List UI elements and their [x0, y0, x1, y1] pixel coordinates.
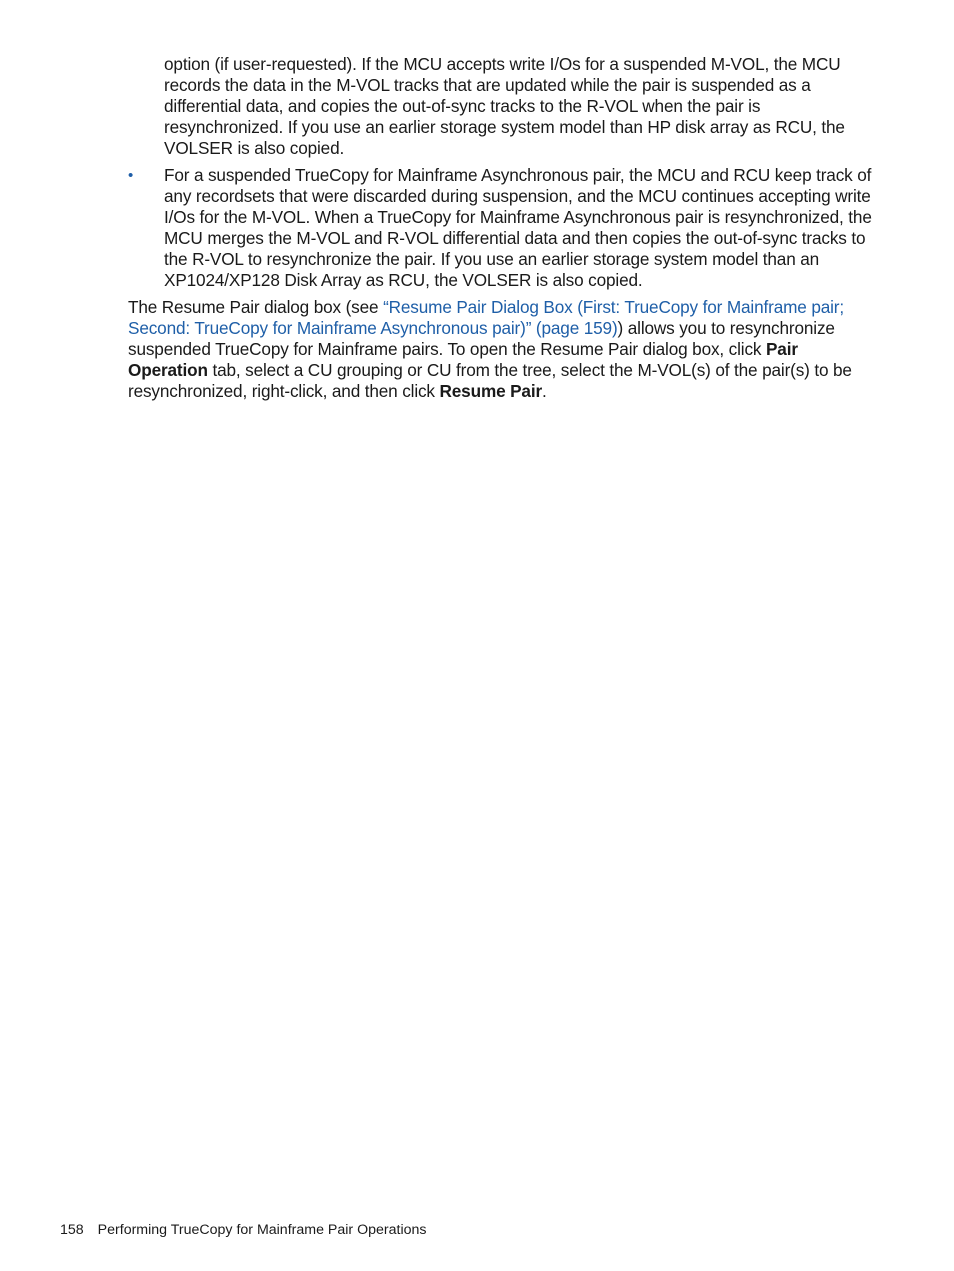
paragraph-text-1: The Resume Pair dialog box (see: [128, 297, 384, 317]
document-body: [128, 54, 873, 402]
page-number: 158: [60, 1222, 84, 1238]
resume-pair-dialog-link[interactable]: “Resume Pair Dialog Box (First: TrueCopy for Mainframe pair; Second: TrueCopy for Mainframe Asynchronous pair)” (page 159): [128, 297, 844, 338]
list-item-text: For a suspended TrueCopy for Mainframe Asynchronous pair, the MCU and RCU keep track of any recordsets that were discarded during suspension, and the MCU continues accepting write I/Os for the M-VOL. When a TrueCopy for Mainframe Asynchronous pair is resynchronized, the MCU merges the M-VOL and R-VOL differential data and then copies the out-of-sync tracks to the R-VOL to resynchronize the pair. If you use an earlier storage system model than an XP1024/XP128 Disk Array as RCU, the VOLSER is also copied.: [164, 165, 872, 290]
resume-pair-paragraph: [128, 297, 873, 402]
bullet-icon: •: [128, 167, 134, 184]
paragraph-text-3: tab, select a CU grouping or CU from the tree, select the M-VOL(s) of the pair(s) to be resynchronized, right-click, and then click: [128, 360, 852, 401]
footer-section-title: Performing TrueCopy for Mainframe Pair Operations: [97, 1222, 427, 1238]
paragraph-text-4: .: [542, 381, 547, 401]
continuation-paragraph: option (if user-requested). If the MCU accepts write I/Os for a suspended M-VOL, the MCU records the data in the M-VOL tracks that are updated while the pair is suspended as a differential data, and copies the out-of-sync tracks to the R-VOL when the pair is resynchronized. If you use an earlier storage system model than HP disk array as RCU, the VOLSER is also copied.: [164, 54, 845, 158]
pair-operation-term: Pair Operation: [128, 339, 798, 380]
page-footer: [60, 1222, 426, 1238]
list-item: [128, 165, 873, 291]
paragraph-text-2: ) allows you to resynchronize suspended TrueCopy for Mainframe pairs. To open the Resume Pair dialog box, click: [128, 318, 835, 359]
resume-pair-term: Resume Pair: [439, 381, 542, 401]
